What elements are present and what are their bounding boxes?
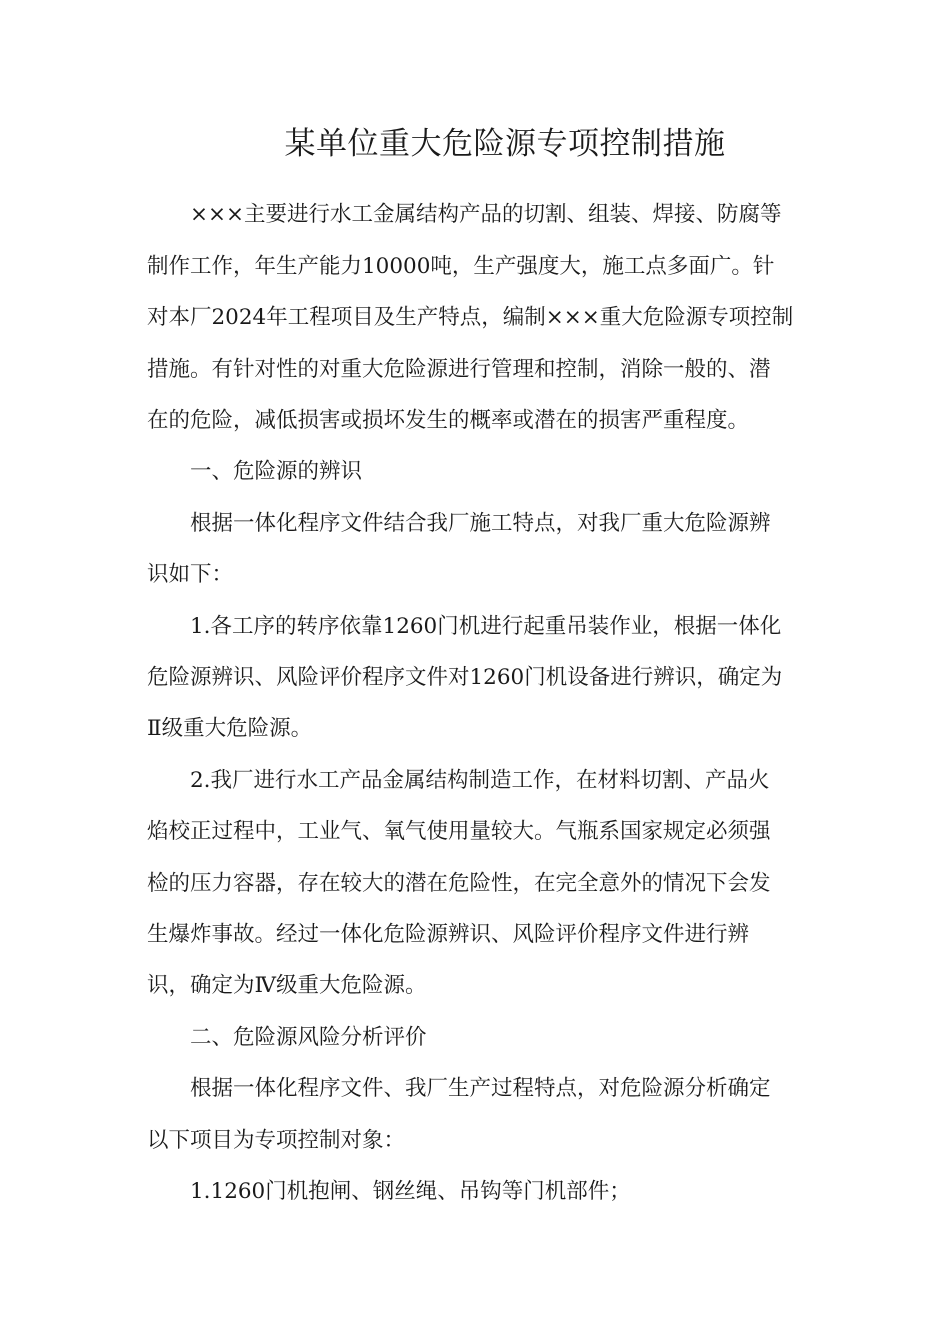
text-line: 根据一体化程序文件结合我厂施工特点，对我厂重大危险源辨 [190,511,771,536]
text-line: 2.我厂进行水工产品金属结构制造工作，在材料切割、产品火 [190,768,770,793]
text-line: ×××主要进行水工金属结构产品的切割、组装、焊接、防腐等 [190,202,782,227]
text-line: 检的压力容器，存在较大的潜在危险性，在完全意外的情况下会发 [147,871,771,896]
text-line: Ⅱ级重大危险源。 [147,716,313,741]
text-line: 以下项目为专项控制对象： [147,1128,406,1153]
text-line: 1.1260门机抱闸、钢丝绳、吊钩等门机部件； [190,1179,631,1204]
section-heading: 二、危险源风险分析评价 [190,1025,427,1050]
text-line: 措施。有针对性的对重大危险源进行管理和控制，消除一般的、潜 [147,357,771,382]
document-title: 某单位重大危险源专项控制措施 [284,126,726,162]
text-line: 焰校正过程中，工业气、氧气使用量较大。气瓶系国家规定必须强 [147,819,771,844]
text-line: 识，确定为Ⅳ级重大危险源。 [147,973,427,998]
text-line: 对本厂2024年工程项目及生产特点，编制×××重大危险源专项控制 [147,305,794,330]
section-heading: 一、危险源的辨识 [190,459,363,484]
text-line: 识如下： [147,562,234,587]
text-line: 危险源辨识、风险评价程序文件对1260门机设备进行辨识，确定为 [147,665,783,690]
text-line: 在的危险，减低损害或损坏发生的概率或潜在的损害严重程度。 [147,408,750,433]
text-line: 根据一体化程序文件、我厂生产过程特点，对危险源分析确定 [190,1076,771,1101]
text-line: 制作工作，年生产能力10000吨，生产强度大，施工点多面广。针 [147,254,775,279]
text-line: 生爆炸事故。经过一体化危险源辨识、风险评价程序文件进行辨 [147,922,750,947]
text-line: 1.各工序的转序依靠1260门机进行起重吊装作业，根据一体化 [190,614,782,639]
